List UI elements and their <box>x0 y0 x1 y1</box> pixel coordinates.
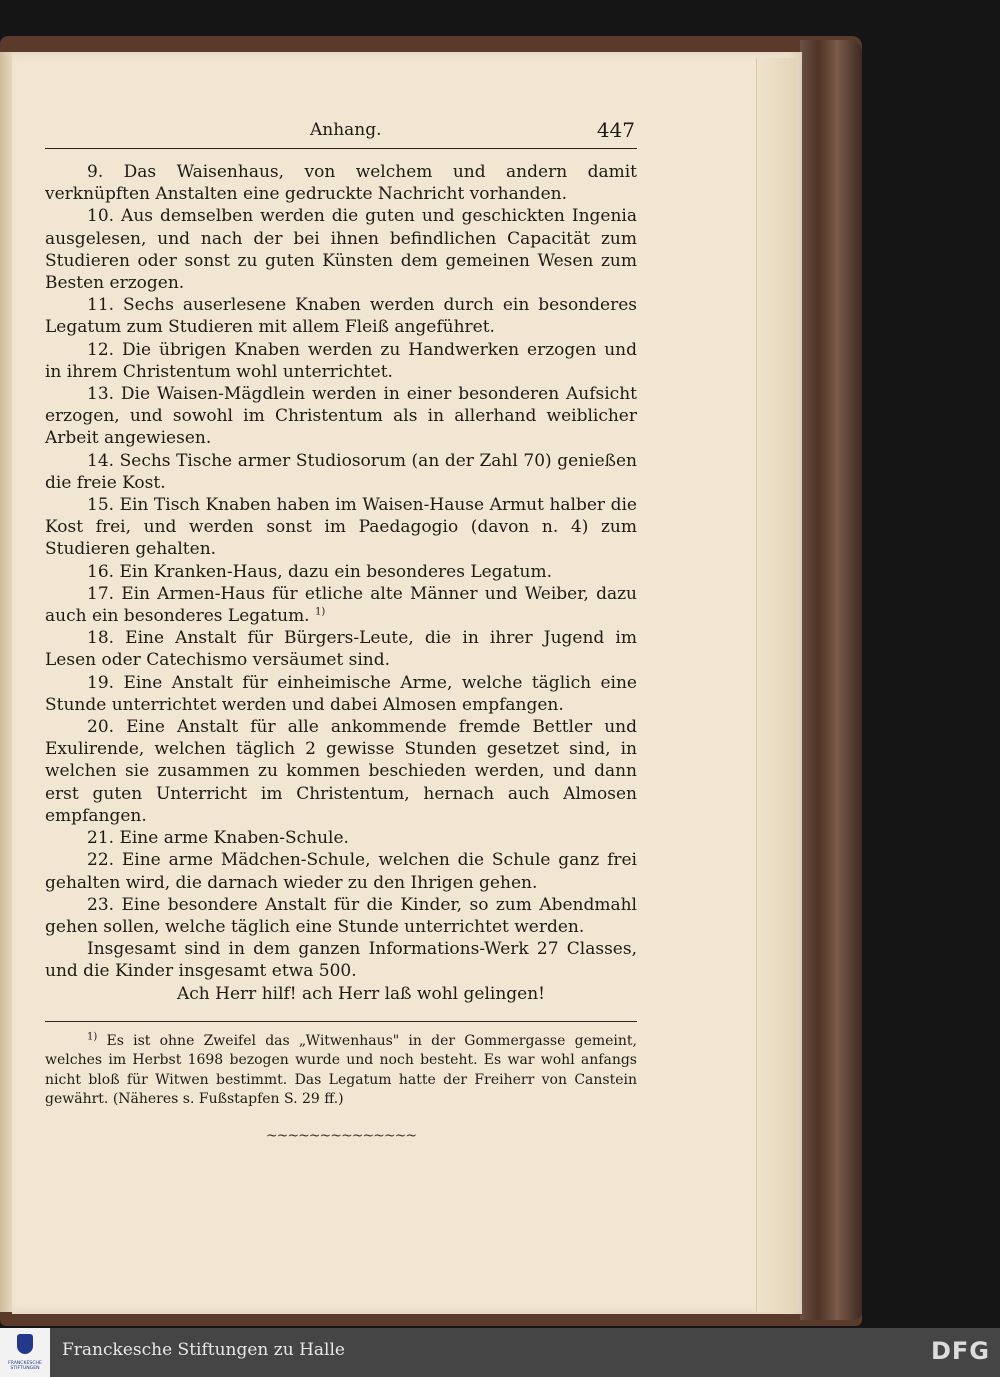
closing-prayer: Ach Herr hilf! ach Herr laß wohl gelingen! <box>177 983 545 1004</box>
paragraph-18: 18. Eine Anstalt für Bürgers-Leute, die in ihrer Jugend im Lesen oder Catechismo versäumet sind. <box>45 628 637 671</box>
institution-name[interactable]: Franckesche Stiftungen zu Halle <box>62 1340 345 1360</box>
paragraph-19: 19. Eine Anstalt für einheimische Arme, welche täglich eine Stunde unterrichtet werden und dabei Almosen empfangen. <box>45 672 637 715</box>
footnote-marker: 1) <box>87 1031 98 1043</box>
page-fore-edge <box>756 58 797 1312</box>
paragraph-21: 21. Eine arme Knaben-Schule. <box>87 828 349 849</box>
paragraph-14: 14. Sechs Tische armer Studiosorum (an der Zahl 70) genießen die freie Kost. <box>45 450 637 493</box>
paragraph-16: 16. Ein Kranken-Haus, dazu ein besonderes Legatum. <box>87 561 553 582</box>
paragraph-17 <box>45 583 637 627</box>
footer-bar <box>0 1328 1000 1377</box>
paragraph-15: 15. Ein Tisch Knaben haben im Waisen-Hause Armut halber die Kost frei, und werden sonst im Paedagogio (davon n. 4) zum Studieren gehalten. <box>45 495 637 560</box>
logo-caption: FRANCKESCHE STIFTUNGEN <box>8 1361 42 1371</box>
page-content <box>45 118 637 1144</box>
footnote-divider <box>45 1021 637 1022</box>
foundation-emblem-icon <box>17 1334 33 1354</box>
paragraph-summary: Insgesamt sind in dem ganzen Informations-Werk 27 Classes, und die Kinder insgesamt etwa 500. <box>45 939 637 982</box>
page-number: 447 <box>596 118 635 142</box>
main-text <box>45 161 637 983</box>
paragraph-10: 10. Aus demselben werden die guten und geschickten Ingenia ausgelesen, und nach der bei ihnen befindlichen Capacität zum Studieren oder sonst zu guten Künsten dem gemeinen Wesen zum Besten erzogen. <box>45 206 637 294</box>
running-title: Anhang. <box>310 120 382 140</box>
footnote-reference[interactable]: 1) <box>315 606 326 618</box>
book-spine <box>800 40 862 1320</box>
paragraph-23: 23. Eine besondere Anstalt für die Kinder, so zum Abendmahl gehen sollen, welche täglich eine Stunde unterrichtet werden. <box>45 894 637 937</box>
institution-logo[interactable] <box>0 1328 50 1377</box>
paragraph-9: 9. Das Waisenhaus, von welchem und andern damit verknüpften Anstalten eine gedruckte Nachricht vorhanden. <box>45 162 637 205</box>
paragraph-13: 13. Die Waisen-Mägdlein werden in einer besonderen Aufsicht erzogen, und sowohl im Christentum als in allerhand weiblicher Arbeit angewiesen. <box>45 384 637 449</box>
running-header <box>45 118 637 149</box>
dfg-logo[interactable]: DFG <box>930 1337 990 1365</box>
paragraph-12: 12. Die übrigen Knaben werden zu Handwerken erzogen und in ihrem Christentum wohl unterrichtet. <box>45 339 637 382</box>
paragraph-22: 22. Eine arme Mädchen-Schule, welchen die Schule ganz frei gehalten wird, die darnach wieder zu den Ihrigen gehen. <box>45 850 637 893</box>
paragraph-11: 11. Sechs auserlesene Knaben werden durch ein besonderes Legatum zum Studieren mit allem Fleiß angeführet. <box>45 295 637 338</box>
footnote <box>45 1032 637 1110</box>
end-ornament: ~~~~~~~~~~~~~~ <box>265 1127 417 1144</box>
paragraph-17-text: 17. Ein Armen-Haus für etliche alte Männer und Weiber, dazu auch ein besonderes Legatum. <box>45 583 637 627</box>
footnote-text: Es ist ohne Zweifel das „Witwenhaus" in der Gommergasse gemeint, welches im Herbst 1698 bezogen wurde und noch besteht. Es war wohl anfangs nicht bloß für Witwen bestimmt. Das Legatum hatte der Freiherr von Canstein gewährt. (Näheres s. Fußstapfen S. 29 ff.) <box>45 1032 637 1108</box>
paragraph-20: 20. Eine Anstalt für alle ankommende fremde Bettler und Exulirende, welchen täglich 2 gewisse Stunden gesetzet sind, in welchen sie zusammen zu kommen beschieden werden, und dann erst guten Unterricht im Christentum, hernach auch Almosen empfangen. <box>45 717 637 826</box>
